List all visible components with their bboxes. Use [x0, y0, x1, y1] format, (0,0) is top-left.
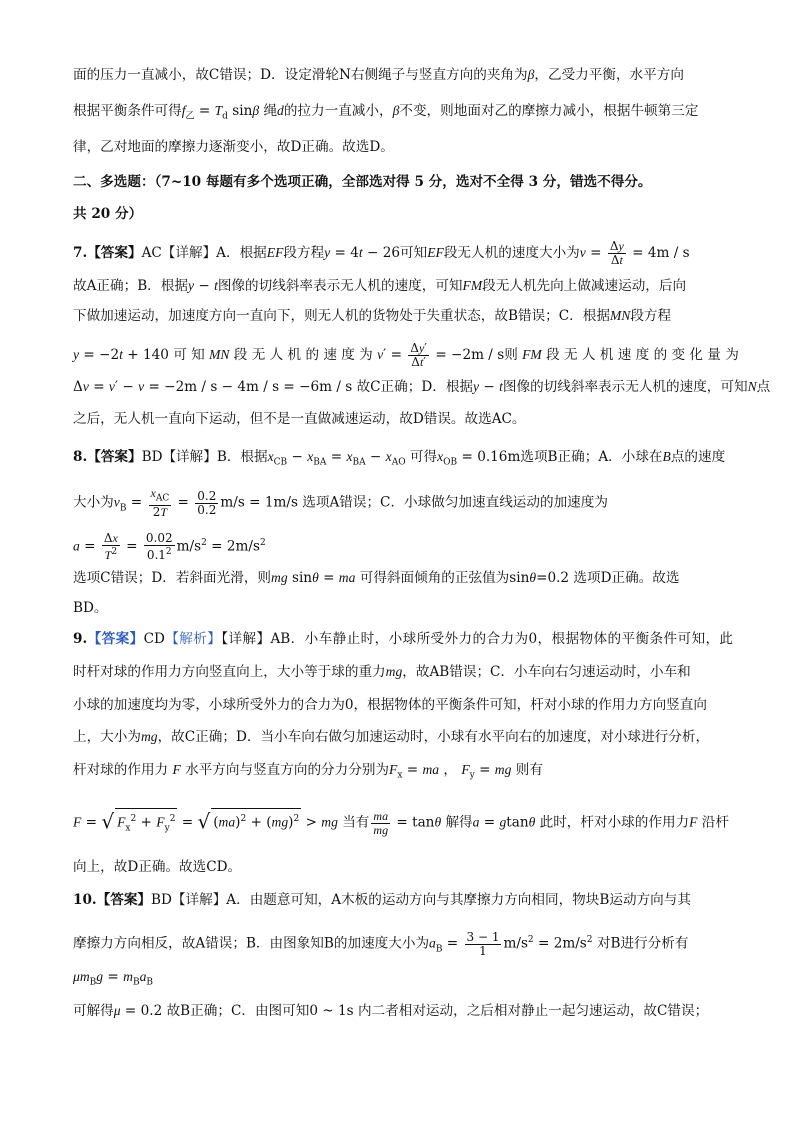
- q7-line-4: y = −2t + 140 可 知 MN 段 无 人 机 的 速 度 为 v′ = $\frac{\Delta y'}{\Delta t'}$ = −2m / s则 FM 段 无 人 机 速 度 的 变 化 量 为: [73, 341, 739, 369]
- q7-line-5: Δv = v′ − v = −2m / s − 4m / s = −6m / s 故C正确；D．根据y − t图像的切线斜率表示无人机的速度，可知N点: [73, 379, 771, 395]
- q10-line-2: 摩擦力方向相反，故A错误；B．由图象知B的加速度大小为$a_B$ = $\frac{3 - 1}{1}$ $m/s^2 = 2m/s^2$ 对B进行分析有: [73, 929, 689, 958]
- q8-formula-a: a = $\frac{\Delta x}{T^2}$ = $\frac{0.02}{0.1^2}$ $m/s^2 = 2m/s^2$: [73, 531, 266, 562]
- q8-line-2: 大小为$v_B$ = $\frac{x_{AC}}{2T}$ = $\frac{0.2}{0.2}$ m/s = 1m/s 选项A错误；C．小球做匀加速直线运动的加速度为: [73, 486, 608, 520]
- q9-line-4: 上，大小为mg，故C正确；D．当小车向右做匀加速运动时，小球有水平向右的加速度，对小球进行分析，: [73, 729, 710, 745]
- q9-line-7: 向上，故D正确。故选CD。: [73, 859, 242, 875]
- q8-line-5: BD。: [73, 600, 108, 616]
- q8-line-1: 8.【答案】BD【详解】B．根据$x_{CB} - x_{BA} = x_{BA} - x_{AO}$ 可得$x_{OB} = 0.16m$选项B正确；A．小球在B点的速度: [73, 449, 726, 468]
- q9-line-2: 时杆对球的作用力方向竖直向上，大小等于球的重力mg，故AB错误；C．小车向右匀速运动时，小车和: [73, 664, 691, 680]
- section-heading: 二、多选题：（7~10 每题有多个选项正确，全部选对得 5 分，选对不全得 3 分，错选不得分。: [73, 174, 652, 190]
- section-heading-cont: 共 20 分）: [73, 206, 143, 222]
- prev-line-2: 根据平衡条件可得$f_乙 = T_d$ sinβ 绳d的拉力一直减小，β不变，则地面对乙的摩擦力减小，根据牛顿第三定: [73, 103, 699, 122]
- prev-line-3: 律，乙对地面的摩擦力逐渐变小，故D正确。故选D。: [73, 139, 394, 155]
- q10-formula: $\mu m_Bg = m_Ba_B$: [73, 969, 153, 988]
- q9-line-3: 小球的加速度均为零，小球所受外力的合力为0，根据物体的平衡条件可知，杆对小球的作用力方向竖直向: [73, 697, 707, 713]
- q9-line-5: 杆对球的作用力 F 水平方向与竖直方向的分力分别为$F_x$ = ma ， $F_y$ = mg 则有: [73, 762, 543, 781]
- q9-line-1: 9.【答案】CD【解析】【详解】AB．小车静止时，小球所受外力的合力为0，根据物体的平衡条件可知，此: [73, 631, 734, 647]
- q10-line-1: 10.【答案】BD【详解】A．由题意可知，A木板的运动方向与其摩擦力方向相同，物块B运动方向与其: [73, 892, 691, 908]
- q7-line-1: 7.【答案】AC【详解】A．根据EF段方程y = 4t − 26可知EF段无人机的速度大小为v = $\frac{\Delta y}{\Delta t}$ = 4m / s: [73, 239, 690, 267]
- q9-line-6: F = √ $F_x^2 + F_y^2$ = √ (ma)$^2$ + (mg)$^2$ > mg 当有 $\frac{ma}{mg}$ = tanθ 解得a = gtanθ 此时，杆对小球的作用力F 沿杆: [73, 808, 729, 837]
- q7-line-2: 故A正确；B．根据y − t图像的切线斜率表示无人机的速度，可知FM段无人机先向上做减速运动，后向: [73, 278, 687, 294]
- q10-line-4: 可解得μ = 0.2 故B正确；C．由图可知0 ~ 1s 内二者相对运动，之后相对静止一起匀速运动，故C错误；: [73, 1003, 709, 1019]
- q7-line-3: 下做加速运动，加速度方向一直向下，则无人机的货物处于失重状态，故B错误；C．根据MN段方程: [73, 308, 672, 324]
- q7-line-6: 之后，无人机一直向下运动，但不是一直做减速运动，故D错误。故选AC。: [73, 411, 526, 427]
- q8-line-4: 选项C错误；D．若斜面光滑，则mg sinθ = ma 可得斜面倾角的正弦值为sinθ=0.2 选项D正确。故选: [73, 570, 680, 586]
- prev-line-1: 面的压力一直减小，故C错误；D．设定滑轮N右侧绳子与竖直方向的夹角为β，乙受力平衡，水平方向: [73, 67, 684, 83]
